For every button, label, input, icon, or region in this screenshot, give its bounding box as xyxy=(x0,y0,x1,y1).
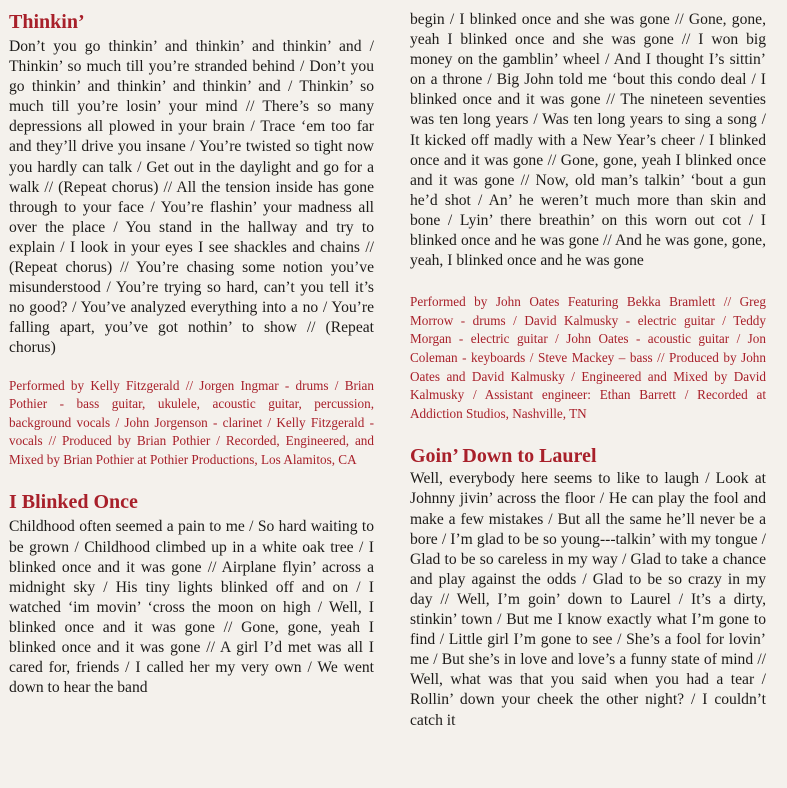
song-lyrics-i-blinked-once-part-1: Childhood often seemed a pain to me / So hard waiting to be grown / Childhood climbed up in a white oak tree / I blinked once and it was gone // Airplane flyin’ across a midnight sky / His tiny lights blinked off and on / I watched ‘im movin’ ‘cross the moon on high / Well, I blinked once and it was gone // Gone, gone, yeah I blinked once and it was gone // A girl I’d met was all I cared for, friends / I called her my very own / We went down to hear the band xyxy=(9,518,374,697)
left-column xyxy=(9,0,374,698)
song-lyrics-thinkin: Don’t you go thinkin’ and thinkin’ and thinkin’ and / Thinkin’ so much till you’re stranded behind / Don’t you go thinkin’ and thinkin’ and thinkin’ and / Thinkin’ so much till you’re losin’ your mind // There’s so many depressions all plowed in your brain / Trace ‘em too far and they’ll drive you insane / You’re twisted so tight now you hardly can talk / Get out in the daylight and go for a walk // (Repeat chorus) // All the tension inside has gone through to your face / You’re flashin’ your madness all over the place / You stand in the hallway and try to explain / I look in your eyes I see shackles and chains // (Repeat chorus) // You’re chasing some notion you’ve misunderstood / You’re trying so hard, can’t you tell it’s no good? / You’ve analyzed everything into a no / You’re falling apart, you’ve got nothin’ to show // (Repeat chorus) xyxy=(9,38,374,357)
right-column xyxy=(410,0,766,731)
song-title-goin-down-to-laurel: Goin’ Down to Laurel xyxy=(410,445,597,468)
song-lyrics-goin-down-to-laurel: Well, everybody here seems to like to laugh / Look at Johnny jivin’ across the floor / He can play the fool and make a few mistakes / But all the same he’ll never be a bore / I’m glad to be so young---talkin’ with my tongue / Glad to be so careless in my way / Glad to take a chance and play against the odds / Glad to be so crazy in my day // Well, I’m goin’ down to Laurel / It’s a dirty, stinkin’ town / But me I know exactly what I’m gone to find / Little girl I’m gone to see / She’s a fool for lovin’ me / But she’s in love and love’s a funny state of mind // Well, what was that you said when you had a tear / Rollin’ down your cheek the other night? / I couldn’t catch it xyxy=(410,470,766,729)
song-credits-thinkin: Performed by Kelly Fitzgerald // Jorgen Ingmar - drums / Brian Pothier - bass guitar, ukulele, acoustic guitar, percussion, background vocals / John Jorgenson - clarinet / Kelly Fitzgerald - vocals // Produced by Brian Pothier / Recorded, Engineered, and Mixed by Brian Pothier at Pothier Productions, Los Alamitos, CA xyxy=(9,377,374,467)
song-lyrics-i-blinked-once-part-2: begin / I blinked once and she was gone // Gone, gone, yeah I blinked once and she was gone // I won big money on the gamblin’ wheel / And I thought I’s sittin’ on a throne / Big John told me ‘bout this condo deal / I blinked once and it was gone // The nineteen seventies was ten long years / Was ten long years to sing a song / It kicked off madly with a New Year’s cheer / I blinked once and it was gone // Gone, gone, yeah I blinked once and it was gone // Now, old man’s talkin’ ‘bout a gun he’d shot / An’ he weren’t much more than skin and bone / Lyin’ there breathin’ on this worn out cot / I blinked once and he was gone // And he was gone, gone, yeah, I blinked once and he was gone xyxy=(410,11,766,270)
song-title-i-blinked-once: I Blinked Once xyxy=(9,491,138,514)
song-credits-i-blinked-once: Performed by John Oates Featuring Bekka Bramlett // Greg Morrow - drums / David Kalmusky - electric guitar / Teddy Morgan - electric guitar / John Oates - acoustic guitar / Jon Coleman - keyboards / Steve Mackey – bass // Produced by John Oates and David Kalmusky / Engineered and Mixed by David Kalmusky / Assistant engineer: Ethan Barrett / Recorded at Addiction Studios, Nashville, TN xyxy=(410,294,766,421)
song-title-thinkin: Thinkin’ xyxy=(9,11,85,33)
